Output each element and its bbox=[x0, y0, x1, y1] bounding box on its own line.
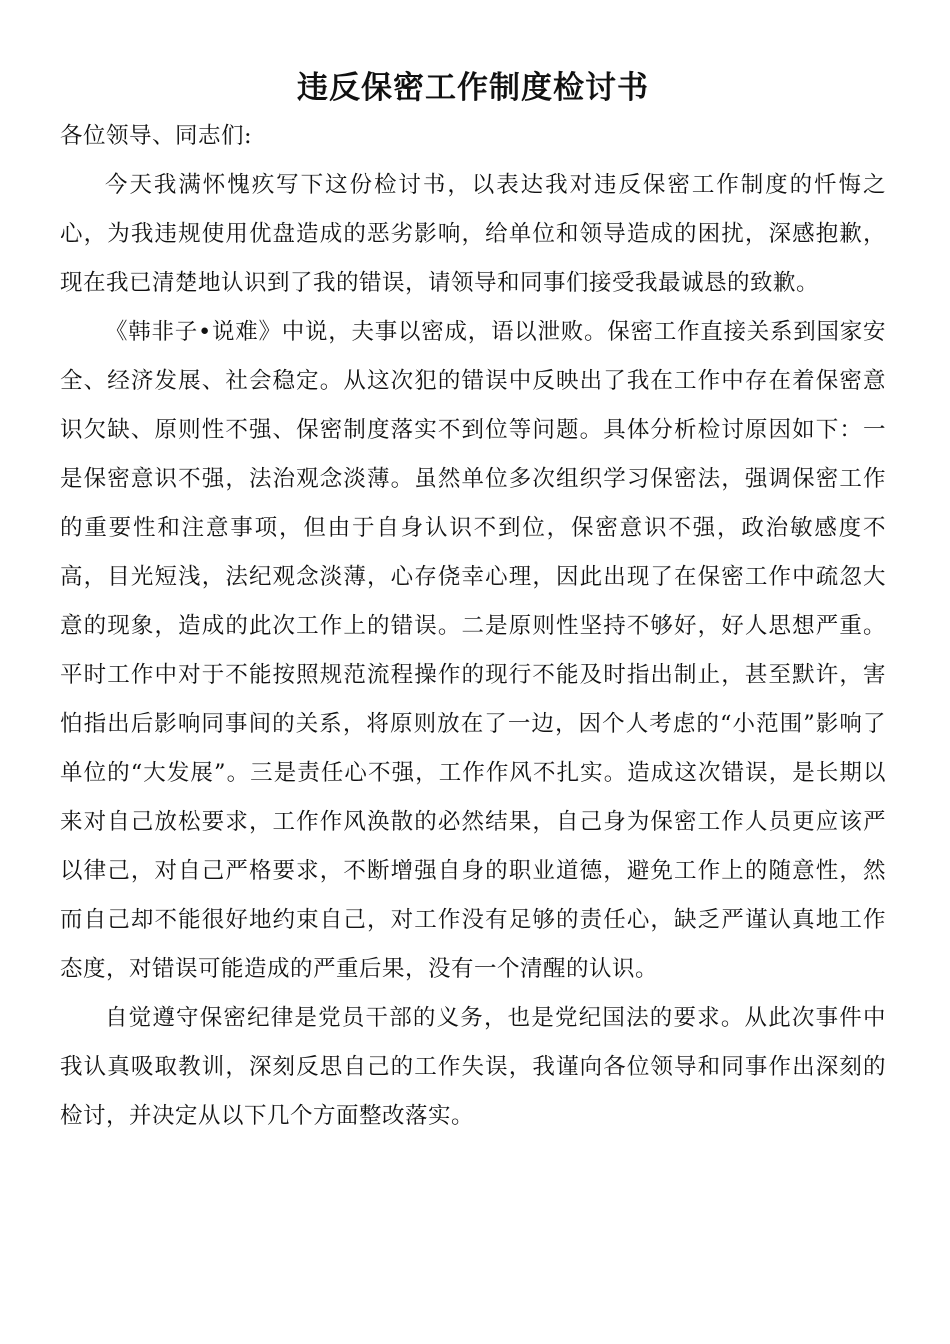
paragraph-rectification: 自觉遵守保密纪律是党员干部的义务，也是党纪国法的要求。从此次事件中我认真吸取教训，深刻反思自己的工作失误，我谨向各位领导和同事作出深刻的检讨，并决定从以下几个方面整改落实。 bbox=[60, 1005, 886, 1129]
document-title: 违反保密工作制度检讨书 bbox=[297, 70, 649, 106]
paragraph-analysis: 《韩非子•说难》中说，夫事以密成，语以泄败。保密工作直接关系到国家安全、经济发展、社会稳定。从这次犯的错误中反映出了我在工作中存在着保密意识欠缺、原则性不强、保密制度落实不到位等问题。具体分析检讨原因如下：一是保密意识不强，法治观念淡薄。虽然单位多次组织学习保密法，强调保密工作的重要性和注意事项，但由于自身认识不到位，保密意识不强，政治敏感度不高，目光短浅，法纪观念淡薄，心存侥幸心理，因此出现了在保密工作中疏忽大意的现象，造成的此次工作上的错误。二是原则性坚持不够好，好人思想严重。平时工作中对于不能按照规范流程操作的现行不能及时指出制止，甚至默许，害怕指出后影响同事间的关系，将原则放在了一边，因个人考虑的“小范围”影响了单位的“大发展”。三是责任心不强，工作作风不扎实。造成这次错误，是长期以来对自己放松要求，工作作风涣散的必然结果，自己身为保密工作人员更应该严以律己，对自己严格要求，不断增强自身的职业道德，避免工作上的随意性，然而自己却不能很好地约束自己，对工作没有足够的责任心，缺乏严谨认真地工作态度，对错误可能造成的严重后果，没有一个清醒的认识。 bbox=[60, 319, 886, 982]
paragraph-apology: 今天我满怀愧疚写下这份检讨书，以表达我对违反保密工作制度的忏悔之心，为我违规使用优盘造成的恶劣影响，给单位和领导造成的困扰，深感抱歉，现在我已清楚地认识到了我的错误，请领导和同事们接受我最诚恳的致歉。 bbox=[60, 172, 886, 296]
salutation: 各位领导、同志们: bbox=[60, 123, 253, 149]
